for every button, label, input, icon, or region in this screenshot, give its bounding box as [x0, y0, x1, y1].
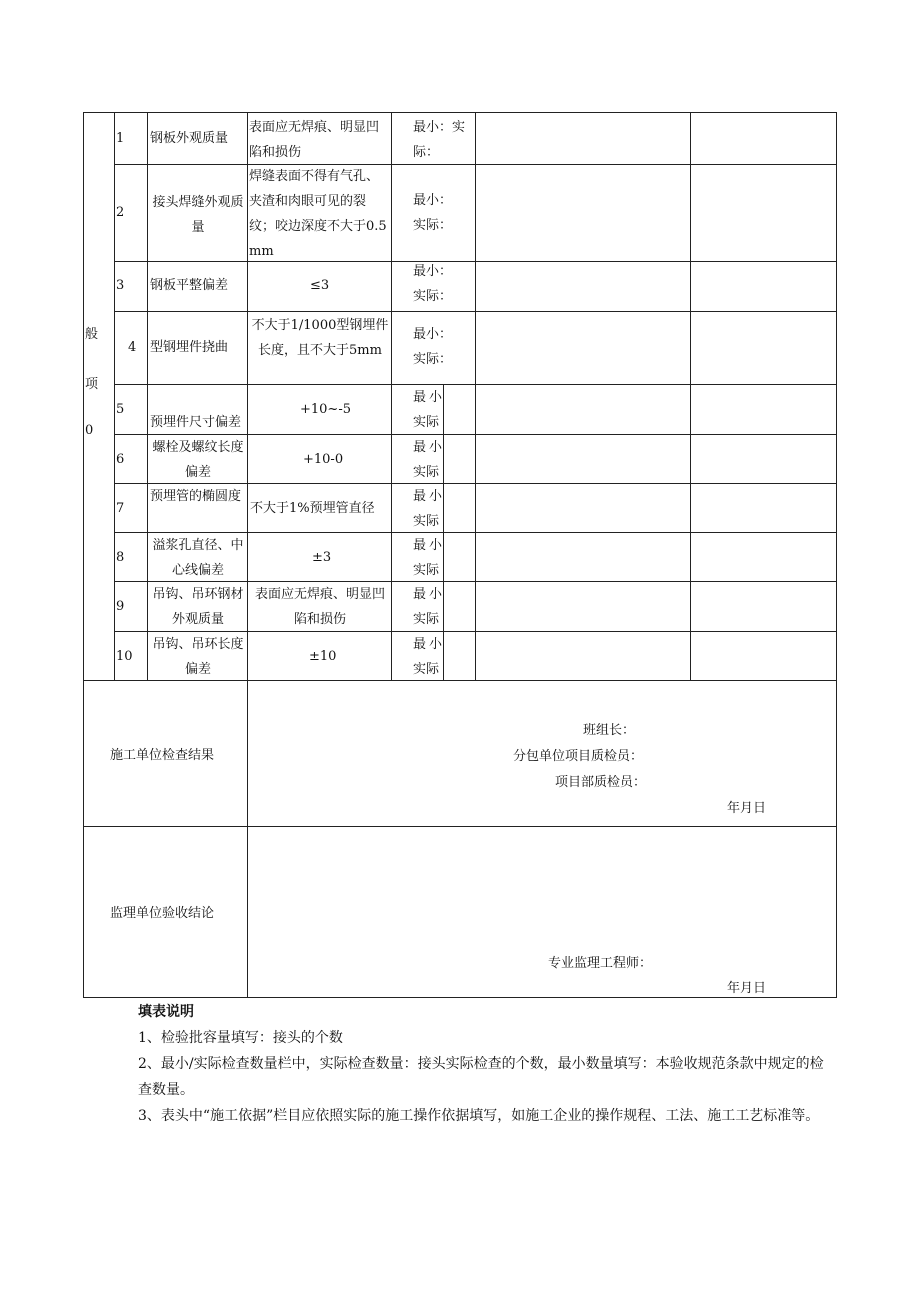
- row-number: 9: [116, 599, 125, 614]
- row-number: 2: [116, 205, 125, 220]
- construction-result-label: 施工单位检查结果: [110, 748, 215, 763]
- col-divider: [114, 112, 115, 681]
- col-divider: [247, 112, 248, 998]
- row-min-count: 最小: [413, 538, 446, 553]
- row-requirement: 焊缝表面不得有气孔、夹渣和肉眼可见的裂纹；咬边深度不大于0.5mm: [249, 169, 387, 259]
- row-min-count: 最小：实: [413, 120, 466, 135]
- row-item: 钢板平整偏差: [150, 278, 229, 293]
- row-number: 8: [116, 550, 125, 565]
- section-label-char: 0: [85, 423, 94, 438]
- row-min-count: 最小：: [413, 193, 453, 208]
- row-item: 钢板外观质量: [150, 131, 229, 146]
- row-actual-count: 际：: [413, 145, 440, 160]
- row-item: 预埋件尺寸偏差: [150, 415, 242, 430]
- team-leader-signature: 班组长：: [583, 723, 636, 738]
- row-item: 吊钩、吊环长度偏差: [152, 637, 244, 677]
- row-actual-count: 实际：: [413, 352, 453, 367]
- section-label-char: 般: [85, 327, 99, 342]
- table-border-right: [836, 112, 837, 998]
- row-actual-count: 实际: [413, 415, 440, 430]
- row-requirement: ≤3: [310, 278, 330, 293]
- note-item: 2、最小/实际检查数量栏中，实际检查数量：接头实际检查的个数，最小数量填写：本验收规范条款中规定的检查数量。: [138, 1056, 824, 1098]
- row-requirement: +10~-5: [300, 402, 351, 417]
- project-inspector-signature: 项目部质检员：: [555, 775, 647, 790]
- row-requirement: ±3: [312, 550, 332, 565]
- supervision-engineer-signature: 专业监理工程师：: [548, 956, 653, 971]
- table-border-top: [83, 112, 837, 113]
- construction-date: 年月日: [727, 801, 767, 816]
- row-requirement: 不大于1%预埋管直径: [250, 501, 375, 516]
- row-actual-count: 实际: [413, 662, 440, 677]
- notes-title: 填表说明: [138, 1004, 194, 1020]
- row-item: 型钢埋件挠曲: [150, 340, 229, 355]
- table-border-left: [83, 112, 84, 998]
- row-actual-count: 实际: [413, 465, 440, 480]
- row-min-count: 最小: [413, 587, 446, 602]
- row-min-count: 最小: [413, 637, 446, 652]
- row-number: 3: [116, 278, 125, 293]
- row-actual-count: 实际: [413, 612, 440, 627]
- row-number: 4: [128, 340, 137, 355]
- row-min-count: 最小：: [413, 264, 453, 279]
- table-border-bottom: [83, 997, 837, 998]
- row-item: 吊钩、吊环钢材外观质量: [152, 587, 244, 627]
- col-divider: [391, 112, 392, 681]
- row-item: 接头焊缝外观质量: [152, 195, 244, 235]
- row-actual-count: 实际：: [413, 218, 453, 233]
- section-label-char: 项: [85, 377, 99, 392]
- row-number: 1: [116, 131, 125, 146]
- col-divider: [690, 112, 691, 681]
- row-min-count: 最小: [413, 440, 446, 455]
- row-requirement: 表面应无焊痕、明显凹陷和损伤: [249, 120, 380, 160]
- row-min-count: 最小: [413, 489, 446, 504]
- row-item: 预埋管的椭圆度: [150, 489, 242, 504]
- row-requirement: 不大于1/1000型钢埋件长度，且不大于5mm: [251, 318, 389, 358]
- col-divider: [147, 112, 148, 681]
- row-divider: [83, 826, 837, 827]
- row-requirement: ±10: [309, 649, 337, 664]
- row-number: 10: [116, 649, 133, 664]
- row-min-count: 最小: [413, 390, 446, 405]
- sub-inspector-signature: 分包单位项目质检员：: [513, 749, 644, 764]
- row-actual-count: 实际：: [413, 289, 453, 304]
- supervision-conclusion-label: 监理单位验收结论: [110, 906, 215, 921]
- row-item: 溢浆孔直径、中心线偏差: [152, 538, 244, 578]
- row-number: 6: [116, 452, 125, 467]
- row-actual-count: 实际: [413, 514, 440, 529]
- row-actual-count: 实际: [413, 563, 440, 578]
- row-min-count: 最小：: [413, 327, 453, 342]
- row-requirement: 表面应无焊痕、明显凹陷和损伤: [254, 587, 385, 627]
- row-number: 5: [116, 402, 125, 417]
- supervision-date: 年月日: [727, 981, 767, 996]
- row-requirement: +10-0: [303, 452, 344, 467]
- row-number: 7: [116, 501, 125, 516]
- note-item: 3、表头中“施工依据”栏目应依照实际的施工操作依据填写，如施工企业的操作规程、工法、施工工艺标准等。: [138, 1108, 820, 1124]
- row-item: 螺栓及螺纹长度偏差: [152, 440, 244, 480]
- col-divider: [475, 112, 476, 681]
- note-item: 1、检验批容量填写：接头的个数: [138, 1030, 343, 1046]
